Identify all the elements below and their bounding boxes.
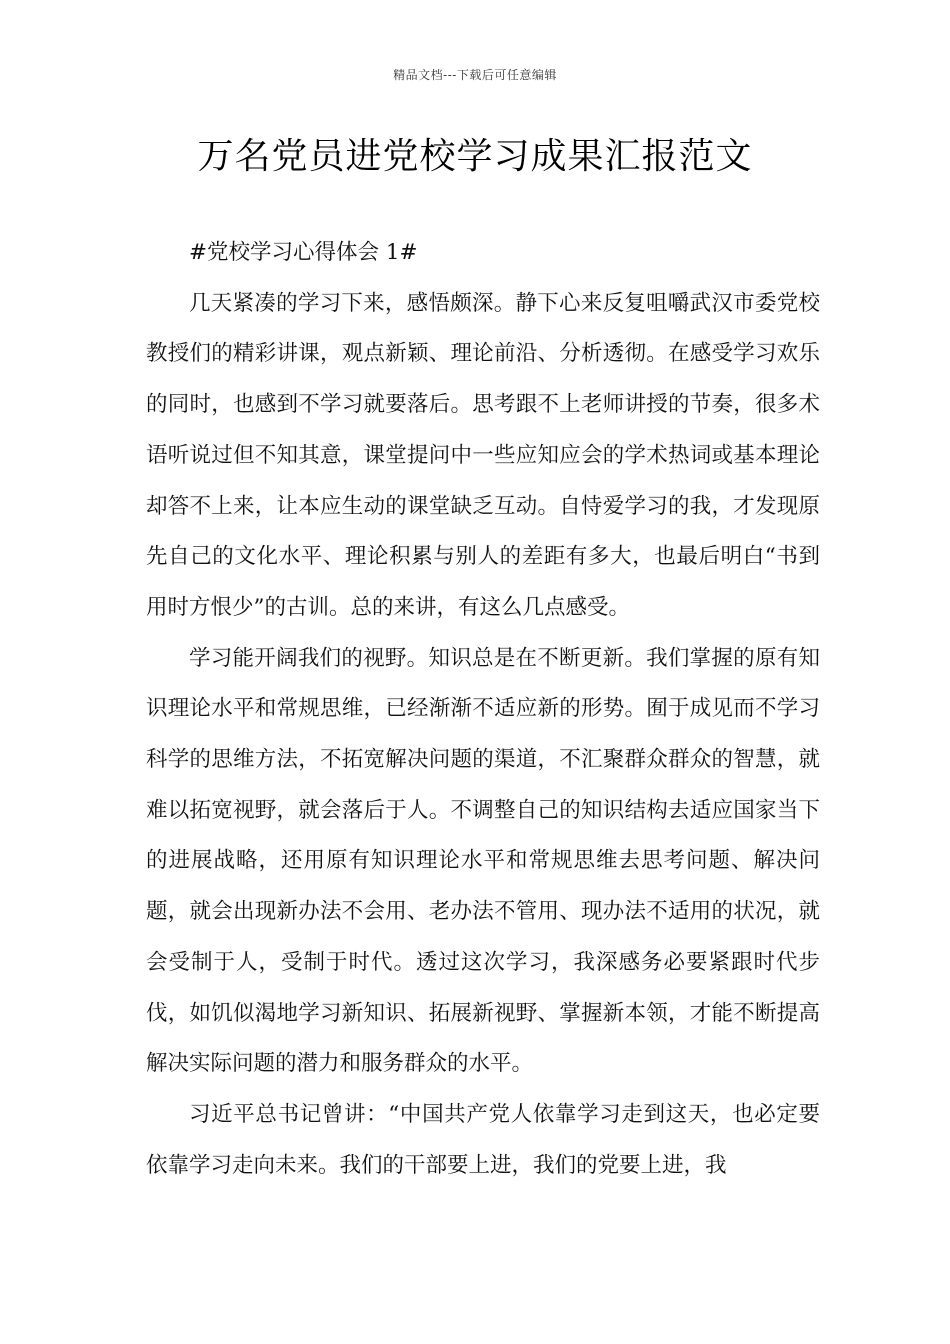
paragraph-3: 习近平总书记曾讲：“中国共产党人依靠学习走到这天，也必定要依靠学习走向未来。我们的干部要上进，我们的党要上进，我	[146, 1101, 820, 1178]
document-body	[146, 228, 820, 1191]
document-title: 万名党员进党校学习成果汇报范文	[197, 136, 753, 177]
header-note: 精品文档---下载后可任意编辑	[393, 68, 557, 82]
paragraph-1: 几天紧凑的学习下来，感悟颇深。静下心来反复咀嚼武汉市委党校教授们的精彩讲课，观点新颖、理论前沿、分析透彻。在感受学习欢乐的同时，也感到不学习就要落后。思考跟不上老师讲授的节奏，很多术语听说过但不知其意，课堂提问中一些应知应会的学术热词或基本理论却答不上来，让本应生动的课堂缺乏互动。自恃爱学习的我，才发现原先自己的文化水平、理论积累与别人的差距有多大，也最后明白“书到用时方恨少”的古训。总的来讲，有这么几点感受。	[146, 290, 820, 620]
section-tag: #党校学习心得体会 1#	[189, 240, 418, 265]
paragraph-2: 学习能开阔我们的视野。知识总是在不断更新。我们掌握的原有知识理论水平和常规思维，已经渐渐不适应新的形势。囿于成见而不学习科学的思维方法，不拓宽解决问题的渠道，不汇聚群众群众的智慧，就难以拓宽视野，就会落后于人。不调整自己的知识结构去适应国家当下的进展战略，还用原有知识理论水平和常规思维去思考问题、解决问题，就会出现新办法不会用、老办法不管用、现办法不适用的状况，就会受制于人，受制于时代。透过这次学习，我深感务必要紧跟时代步伐，如饥似渴地学习新知识、拓展新视野、掌握新本领，才能不断提高解决实际问题的潜力和服务群众的水平。	[146, 645, 820, 1077]
